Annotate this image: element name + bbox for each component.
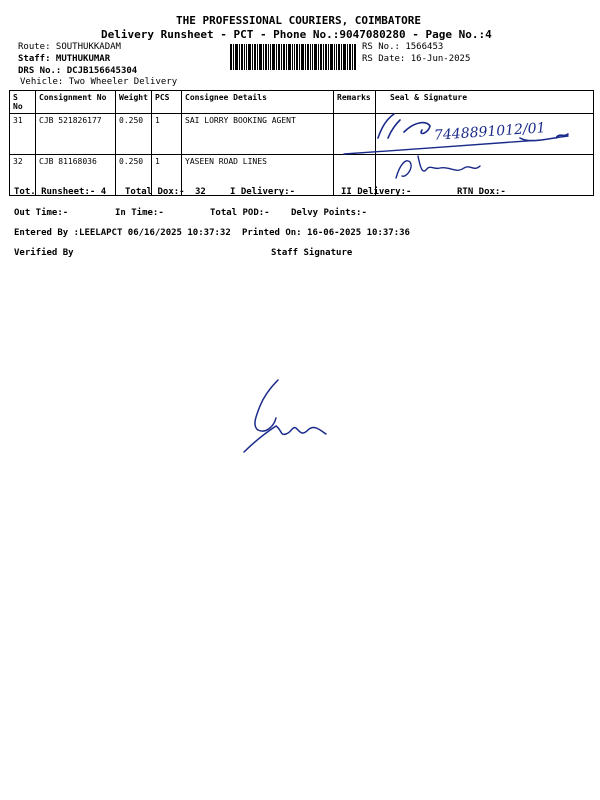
route-label: Route: SOUTHUKKADAM: [18, 42, 121, 52]
staff-signature-label: Staff Signature: [271, 248, 353, 258]
drs-label: DRS No.: DCJB156645304: [18, 66, 138, 76]
verified-by: Verified By: [14, 248, 74, 258]
col-signature: Seal & Signature: [376, 91, 594, 114]
cell-pcs: 1: [152, 155, 182, 196]
cell-consignment: CJB 521826177: [36, 114, 116, 155]
col-weight: Weight: [116, 91, 152, 114]
total-pod: Total POD:-: [210, 208, 270, 218]
barcode-image: [230, 44, 356, 70]
out-time: Out Time:-: [14, 208, 69, 218]
col-pcs: PCS: [152, 91, 182, 114]
col-sno: S No: [10, 91, 36, 114]
i-delivery: I Delivery:-: [230, 187, 296, 197]
runsheet-subtitle: Delivery Runsheet - PCT - Phone No.:9047080280 - Page No.:4: [101, 28, 492, 41]
total-dox-value: 32: [195, 187, 206, 197]
cell-weight: 0.250: [116, 114, 152, 155]
rs-date: RS Date: 16-Jun-2025: [362, 54, 471, 64]
rs-number: RS No.: 1566453: [362, 42, 444, 52]
cell-consignee: YASEEN ROAD LINES: [182, 155, 334, 196]
cell-pcs: 1: [152, 114, 182, 155]
vehicle-label: Vehicle: Two Wheeler Delivery: [20, 77, 178, 87]
cell-weight: 0.250: [116, 155, 152, 196]
handwritten-signature-row2: [340, 140, 540, 186]
col-remarks: Remarks: [334, 91, 376, 114]
in-time: In Time:-: [115, 208, 164, 218]
staff-handwritten-signature: [230, 370, 350, 460]
staff-label: Staff: MUTHUKUMAR: [18, 54, 111, 64]
rtn-dox: RTN Dox:-: [457, 187, 506, 197]
cell-consignee: SAI LORRY BOOKING AGENT: [182, 114, 334, 155]
entered-by: Entered By :LEELAPCT 06/16/2025 10:37:32: [14, 228, 231, 238]
col-consignee: Consignee Details: [182, 91, 334, 114]
company-title: THE PROFESSIONAL COURIERS, COIMBATORE: [176, 14, 422, 27]
printed-on: Printed On: 16-06-2025 10:37:36: [242, 228, 410, 238]
delvy-points: Delvy Points:-: [291, 208, 367, 218]
cell-consignment: CJB 81168036: [36, 155, 116, 196]
col-consignment: Consignment No: [36, 91, 116, 114]
signature-phone-text: 7448891012/01: [433, 120, 547, 144]
cell-sno: 32: [10, 155, 36, 196]
cell-sno: 31: [10, 114, 36, 155]
ii-delivery: II Delivery:-: [341, 187, 412, 197]
tot-runsheet: Tot. Runsheet:- 4: [14, 187, 107, 197]
total-dox-label: Total Dox:-: [125, 187, 185, 197]
